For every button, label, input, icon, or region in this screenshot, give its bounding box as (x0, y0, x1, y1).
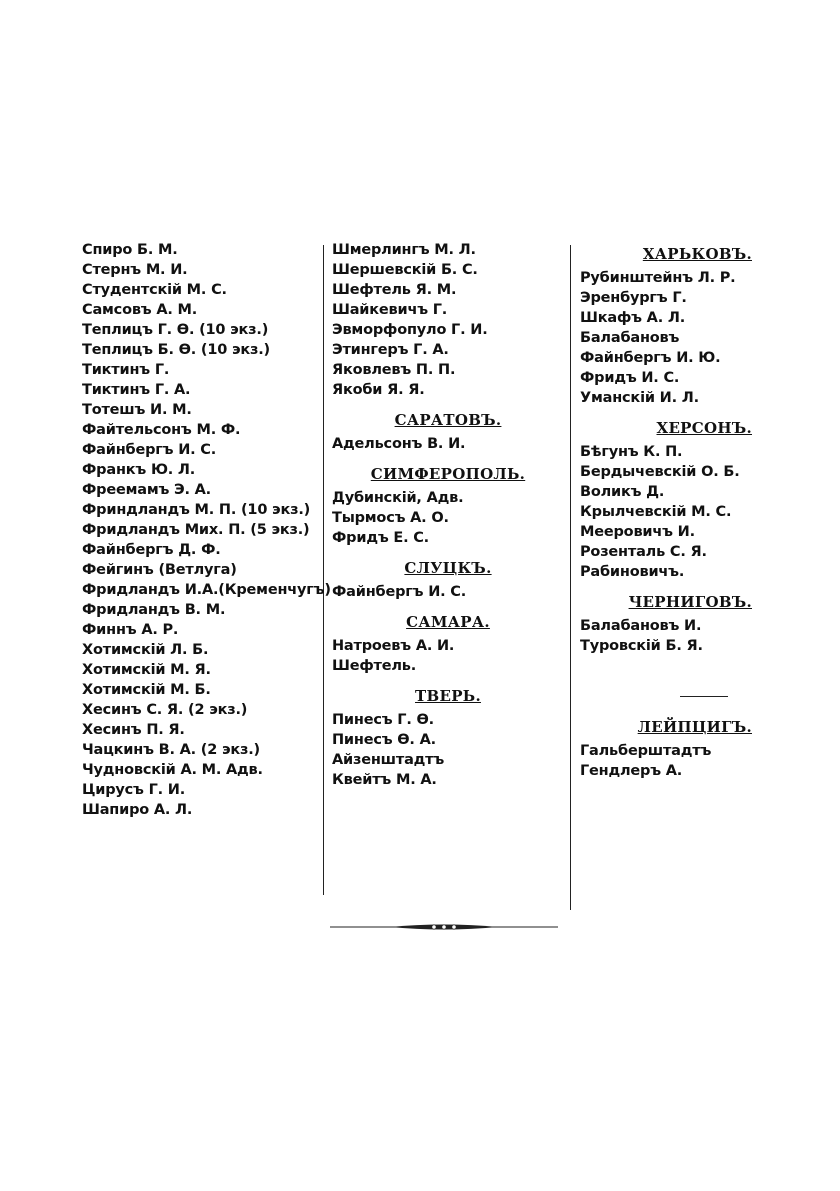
list-item: Хесинъ С. Я. (2 экз.) (82, 702, 248, 718)
list-item: Шефтель. (332, 658, 417, 674)
list-item: Хотимскій М. Б. (82, 682, 211, 698)
list-item: Франкъ Ю. Л. (82, 462, 196, 478)
list-item: Пинесъ Г. Ѳ. (332, 712, 434, 728)
list-item: Балабановъ И. (580, 618, 702, 634)
section-heading-slutsk: СЛУЦКЪ. (404, 559, 492, 577)
list-item: Хесинъ П. Я. (82, 722, 185, 738)
section-heading-leipzig: ЛЕЙПЦИГЪ. (637, 718, 752, 736)
list-item: Самсовъ А. М. (82, 302, 198, 318)
list-item: Чудновскій А. М. Адв. (82, 762, 263, 778)
list-item: Тотешъ И. М. (82, 402, 192, 418)
list-item: Бердычевскій О. Б. (580, 464, 740, 480)
list-item: Бѣгунъ К. П. (580, 444, 683, 460)
list-item: Тырмосъ А. О. (332, 510, 449, 526)
section-heading-simferopol: СИМФЕРОПОЛЬ. (370, 465, 526, 483)
list-item: Натроевъ А. И. (332, 638, 455, 654)
section-heading-tver: ТВЕРЬ. (415, 687, 481, 705)
list-item: Шершевскій Б. С. (332, 262, 478, 278)
list-item: Воликъ Д. (580, 484, 665, 500)
list-item: Спиро Б. М. (82, 242, 178, 258)
list-item: Стернъ М. И. (82, 262, 188, 278)
list-item: Файнбергъ И. С. (82, 442, 217, 458)
list-item: Гендлеръ А. (580, 763, 683, 779)
list-item: Айзенштадтъ (332, 752, 445, 768)
list-item: Якоби Я. Я. (332, 382, 425, 398)
list-item: Шайкевичъ Г. (332, 302, 448, 318)
list-item: Рубинштейнъ Л. Р. (580, 270, 736, 286)
list-item: Фейгинъ (Ветлуга) (82, 562, 237, 578)
section-heading-kherson: ХЕРСОНЪ. (656, 419, 752, 437)
list-item: Шмерлингъ М. Л. (332, 242, 476, 258)
list-item: Гальберштадтъ (580, 743, 712, 759)
list-item: Мееровичъ И. (580, 524, 695, 540)
list-item: Фридъ Е. С. (332, 530, 429, 546)
list-item: Уманскій И. Л. (580, 390, 699, 406)
list-item: Крылчевскій М. С. (580, 504, 732, 520)
list-item: Шкафъ А. Л. (580, 310, 685, 326)
list-item: Эренбургъ Г. (580, 290, 687, 306)
list-item: Квейтъ М. А. (332, 772, 437, 788)
list-item: Фридландъ И.А.(Кременчугъ) (82, 582, 331, 598)
ornament-divider (330, 922, 558, 932)
list-item: Фриндландъ М. П. (10 экз.) (82, 502, 311, 518)
list-item: Шапиро А. Л. (82, 802, 193, 818)
list-item: Яковлевъ П. П. (332, 362, 456, 378)
list-item: Туровскій Б. Я. (580, 638, 703, 654)
list-item: Фреемамъ Э. А. (82, 482, 211, 498)
list-item: Фридландъ Мих. П. (5 экз.) (82, 522, 310, 538)
list-item: Эвморфопуло Г. И. (332, 322, 488, 338)
list-item: Розенталь С. Я. (580, 544, 707, 560)
list-item: Пинесъ Ѳ. А. (332, 732, 436, 748)
list-item: Тиктинъ Г. (82, 362, 170, 378)
list-item: Цирусъ Г. И. (82, 782, 186, 798)
list-item: Финнъ А. Р. (82, 622, 179, 638)
list-item: Студентскій М. С. (82, 282, 227, 298)
column-3 (580, 240, 770, 781)
column-2 (332, 240, 564, 790)
list-item: Файнбергъ Д. Ф. (82, 542, 221, 558)
list-item: Теплицъ Б. Ѳ. (10 экз.) (82, 342, 270, 358)
list-item: Адельсонъ В. И. (332, 436, 466, 452)
list-item: Файтельсонъ М. Ф. (82, 422, 241, 438)
list-item: Тиктинъ Г. А. (82, 382, 191, 398)
list-item: Этингеръ Г. А. (332, 342, 449, 358)
section-heading-samara: САМАРА. (406, 613, 490, 631)
section-divider (680, 696, 728, 697)
section-heading-saratov: САРАТОВЪ. (394, 411, 502, 429)
list-item: Рабиновичъ. (580, 564, 685, 580)
list-item: Фридландъ В. М. (82, 602, 226, 618)
list-item: Хотимскій М. Я. (82, 662, 211, 678)
section-heading-chernigov: ЧЕРНИГОВЪ. (628, 593, 752, 611)
list-item: Балабановъ (580, 330, 680, 346)
column-divider-right (570, 245, 571, 910)
list-item: Хотимскій Л. Б. (82, 642, 209, 658)
section-heading-kharkov: ХАРЬКОВЪ. (642, 245, 752, 263)
list-item: Дубинскій, Адв. (332, 490, 464, 506)
column-1 (82, 240, 331, 820)
list-item: Фридъ И. С. (580, 370, 680, 386)
list-item: Теплицъ Г. Ѳ. (10 экз.) (82, 322, 269, 338)
list-item: Файнбергъ И. С. (332, 584, 467, 600)
list-item: Файнбергъ И. Ю. (580, 350, 721, 366)
list-item: Чацкинъ В. А. (2 экз.) (82, 742, 260, 758)
list-item: Шефтель Я. М. (332, 282, 457, 298)
